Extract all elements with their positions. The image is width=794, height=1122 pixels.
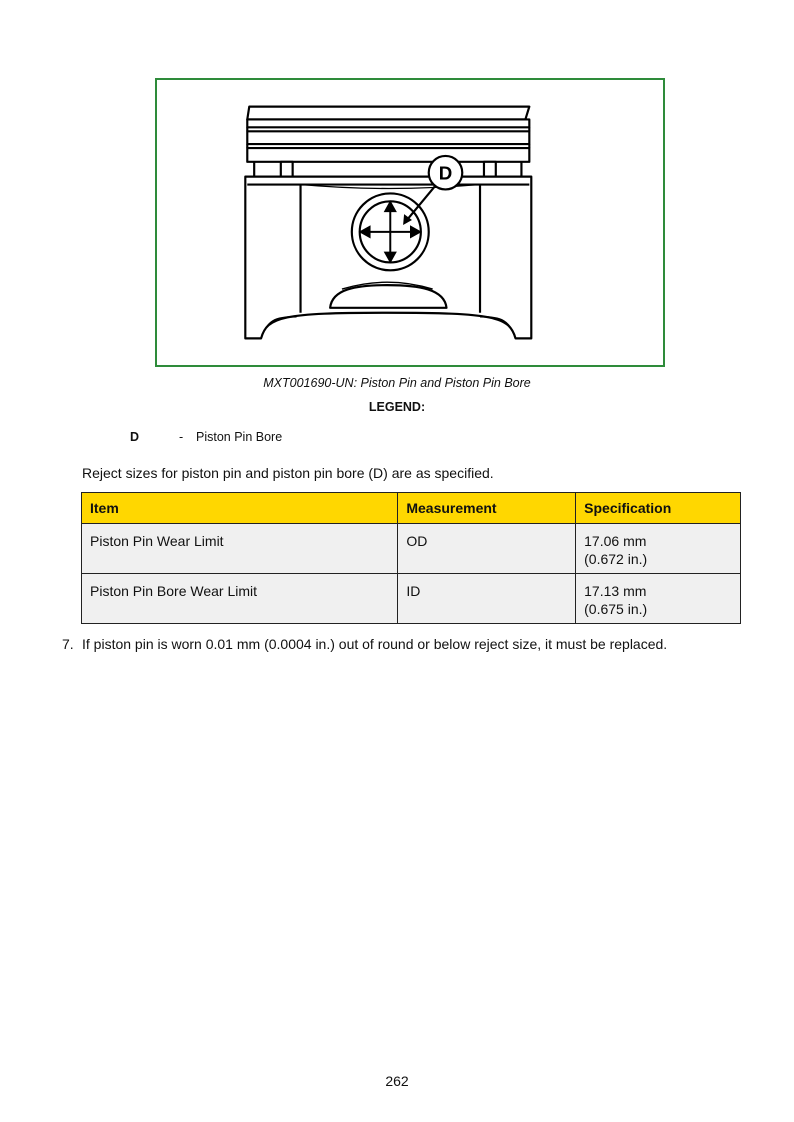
spec-table: [81, 492, 741, 624]
table-row: [82, 574, 741, 624]
legend-key: D: [130, 430, 140, 444]
legend-dash: -: [179, 430, 184, 444]
spec-in: (0.672 in.): [584, 551, 648, 567]
header-measurement: Measurement: [398, 493, 576, 524]
figure-caption: MXT001690-UN: Piston Pin and Piston Pin Bore: [263, 376, 531, 390]
intro-text: Reject sizes for piston pin and piston pin bore (D) are as specified.: [82, 465, 494, 481]
step-text: If piston pin is worn 0.01 mm (0.0004 in.) out of round or below reject size, it must be replaced.: [82, 636, 668, 652]
piston-illustration-frame: [155, 78, 665, 367]
cell-measurement: OD: [398, 524, 576, 574]
spec-in: (0.675 in.): [584, 601, 648, 617]
step-number: 7.: [62, 636, 74, 652]
cell-item: Piston Pin Bore Wear Limit: [82, 574, 398, 624]
legend-title: LEGEND:: [368, 400, 426, 414]
step-7: [62, 636, 667, 652]
header-specification: Specification: [576, 493, 741, 524]
piston-pin-diagram: [157, 80, 663, 365]
cell-specification: [576, 524, 741, 574]
callout-label: D: [438, 162, 453, 184]
table-row: [82, 524, 741, 574]
cell-item: Piston Pin Wear Limit: [82, 524, 398, 574]
cell-measurement: ID: [398, 574, 576, 624]
spec-mm: 17.13 mm: [584, 583, 647, 599]
legend-value: Piston Pin Bore: [196, 430, 283, 444]
table-header-row: [82, 493, 741, 524]
page-number: 262: [385, 1073, 409, 1089]
cell-specification: [576, 574, 741, 624]
header-item: Item: [82, 493, 398, 524]
spec-mm: 17.06 mm: [584, 533, 647, 549]
